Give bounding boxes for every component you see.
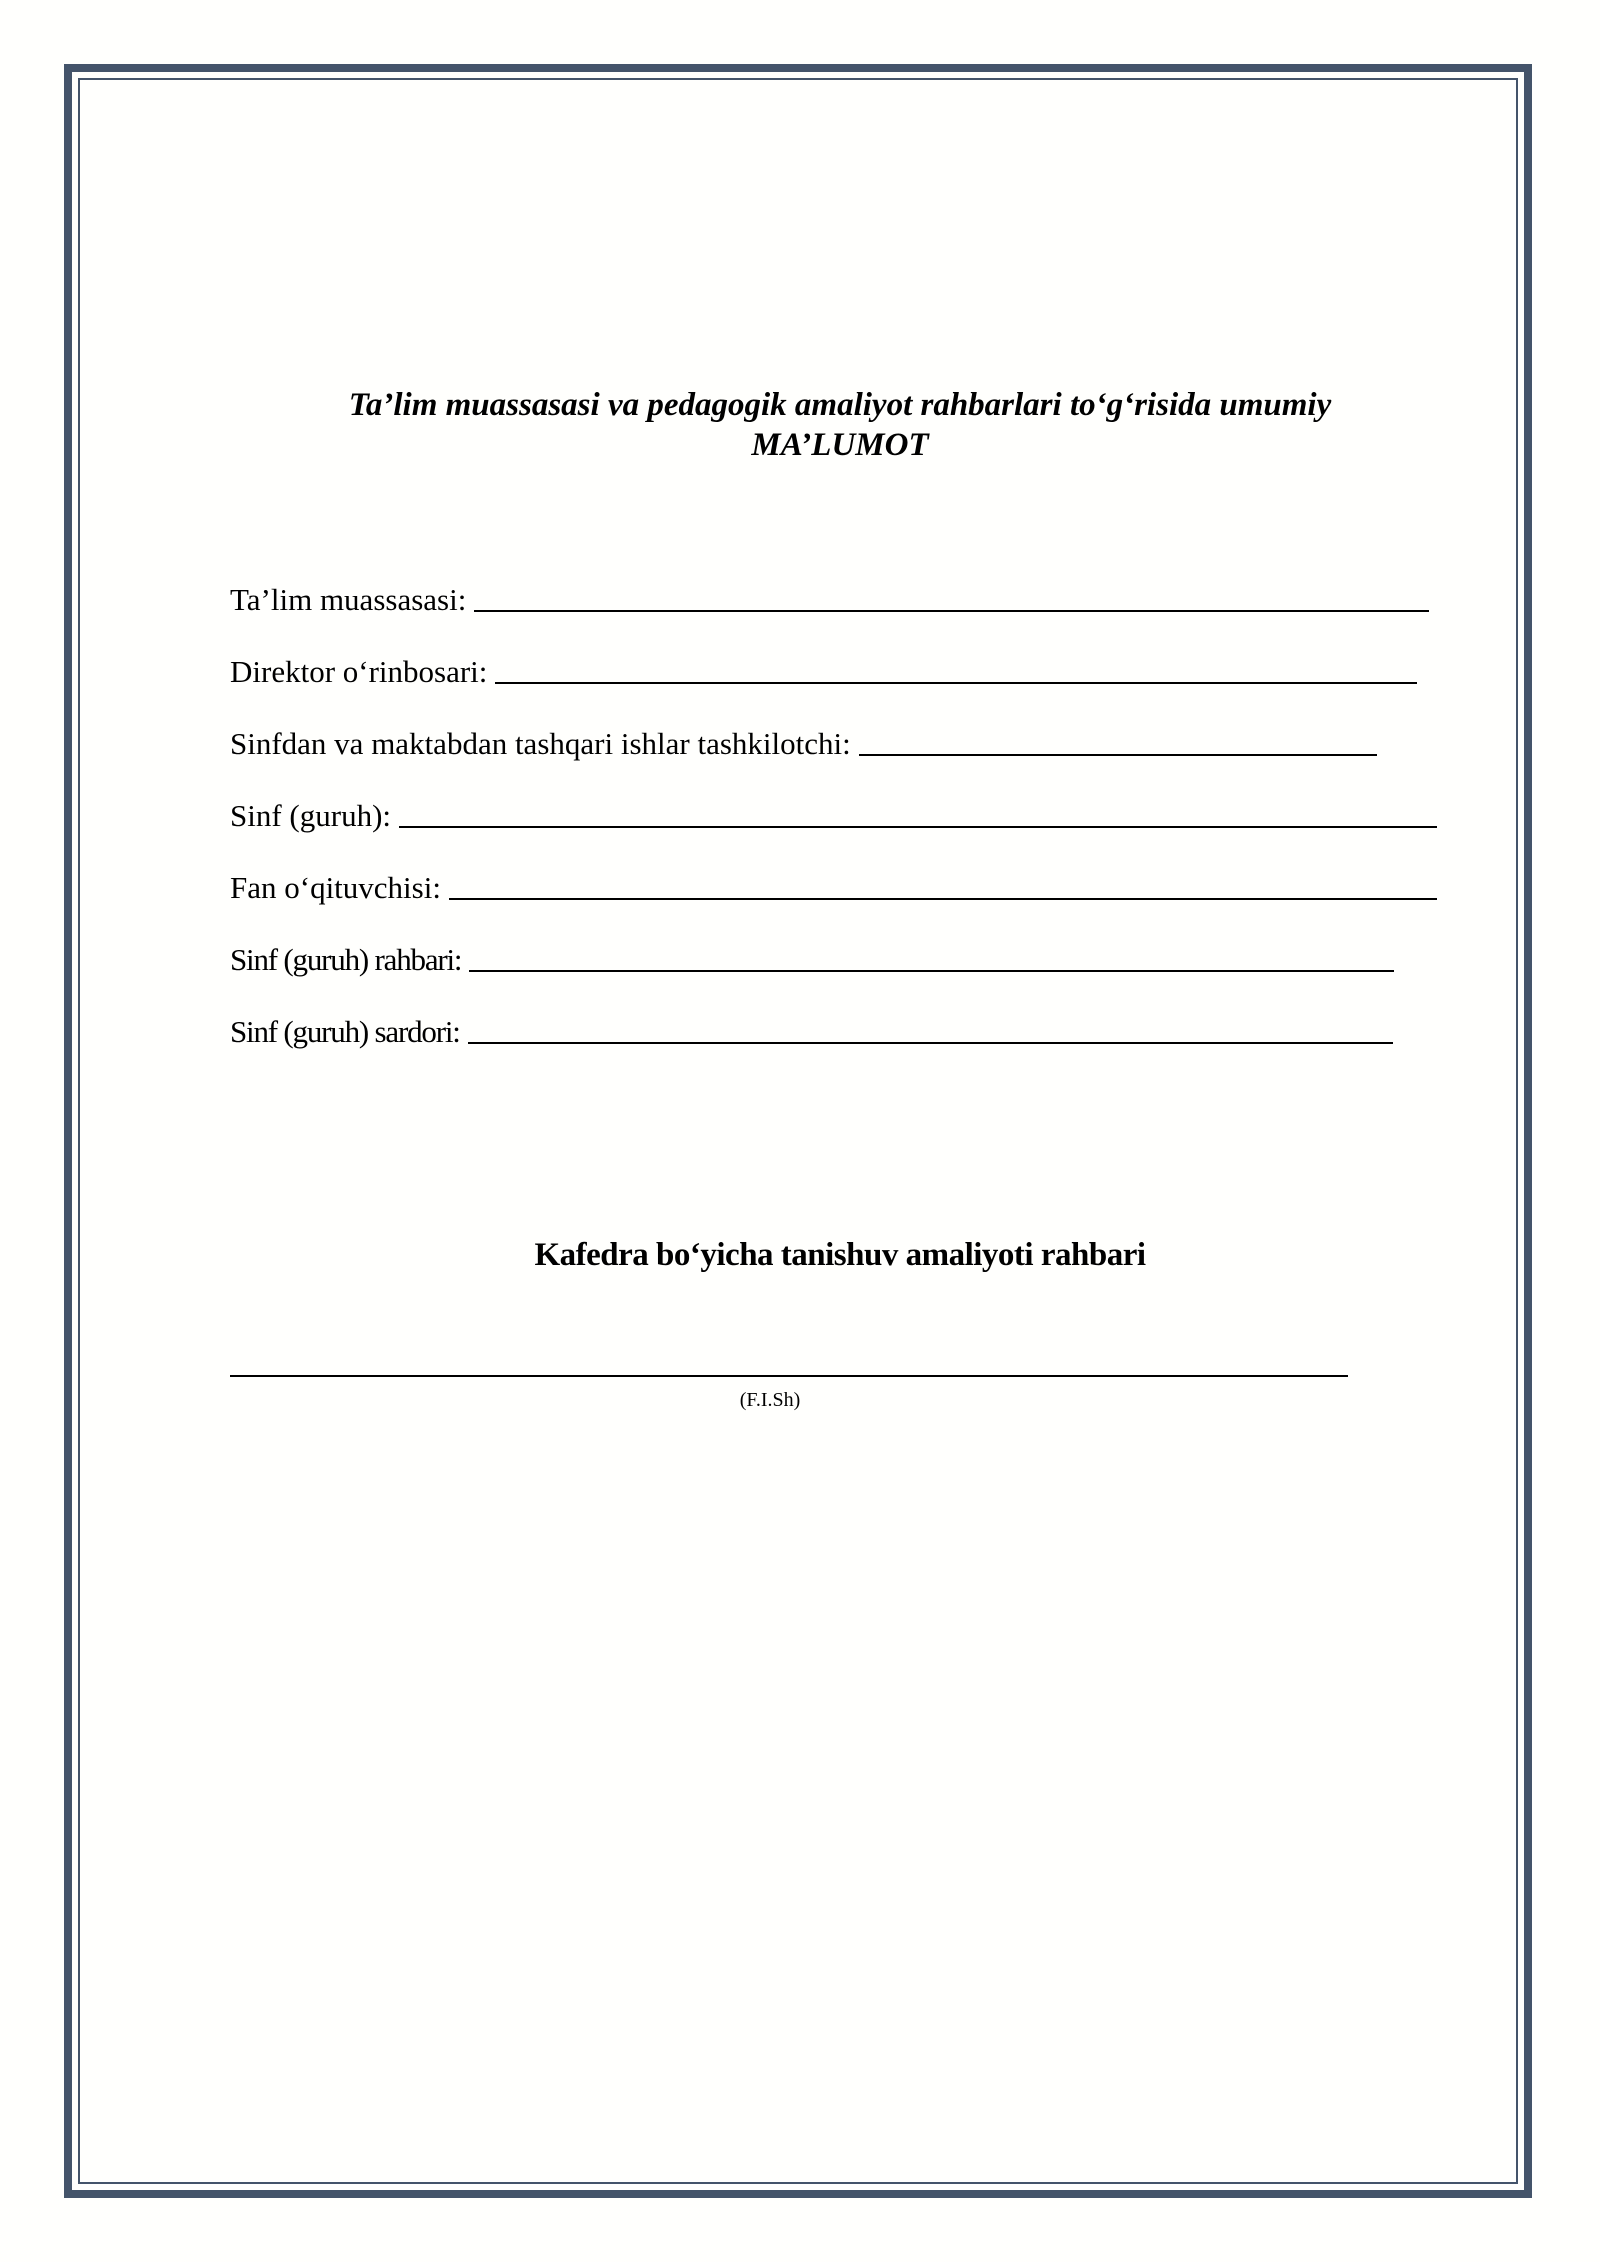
- fan-oqituvchisi-input[interactable]: [449, 872, 1437, 900]
- field-fan-oqituvchisi: [230, 868, 1437, 908]
- field-label: Sinf (guruh) sardori:: [230, 1014, 460, 1049]
- signature-heading: Kafedra bo‘yicha tanishuv amaliyoti rahbari: [534, 1237, 1146, 1273]
- field-direktor-orinbosari: [230, 652, 1417, 692]
- field-label: Sinf (guruh) rahbari:: [230, 942, 462, 977]
- document-title: Ta’lim muassasasi va pedagogik amaliyot rahbarlari to‘g‘risida umumiy: [348, 387, 1332, 423]
- field-label: Direktor o‘rinbosari:: [230, 654, 488, 689]
- signature-caption: (F.I.Sh): [739, 1389, 801, 1411]
- sinf-rahbari-input[interactable]: [469, 944, 1394, 972]
- field-label: Sinfdan va maktabdan tashqari ishlar tashkilotchi:: [230, 726, 851, 761]
- signature-line[interactable]: [230, 1375, 1348, 1377]
- field-sinf-guruh: [230, 796, 1437, 836]
- field-label: Sinf (guruh):: [230, 798, 392, 833]
- field-tashkilotchi: [230, 724, 1377, 764]
- field-sinf-rahbari: [230, 940, 1394, 980]
- field-label: Ta’lim muassasasi:: [230, 582, 467, 617]
- direktor-orinbosari-input[interactable]: [495, 656, 1417, 684]
- field-label: Fan o‘qituvchisi:: [230, 870, 441, 905]
- field-sinf-sardori: [230, 1012, 1393, 1052]
- tashkilotchi-input[interactable]: [859, 728, 1377, 756]
- document-title-subheading: MA’LUMOT: [751, 427, 929, 463]
- sinf-sardori-input[interactable]: [468, 1016, 1393, 1044]
- sinf-guruh-input[interactable]: [399, 800, 1437, 828]
- talim-muassasasi-input[interactable]: [474, 584, 1429, 612]
- field-talim-muassasasi: [230, 580, 1429, 620]
